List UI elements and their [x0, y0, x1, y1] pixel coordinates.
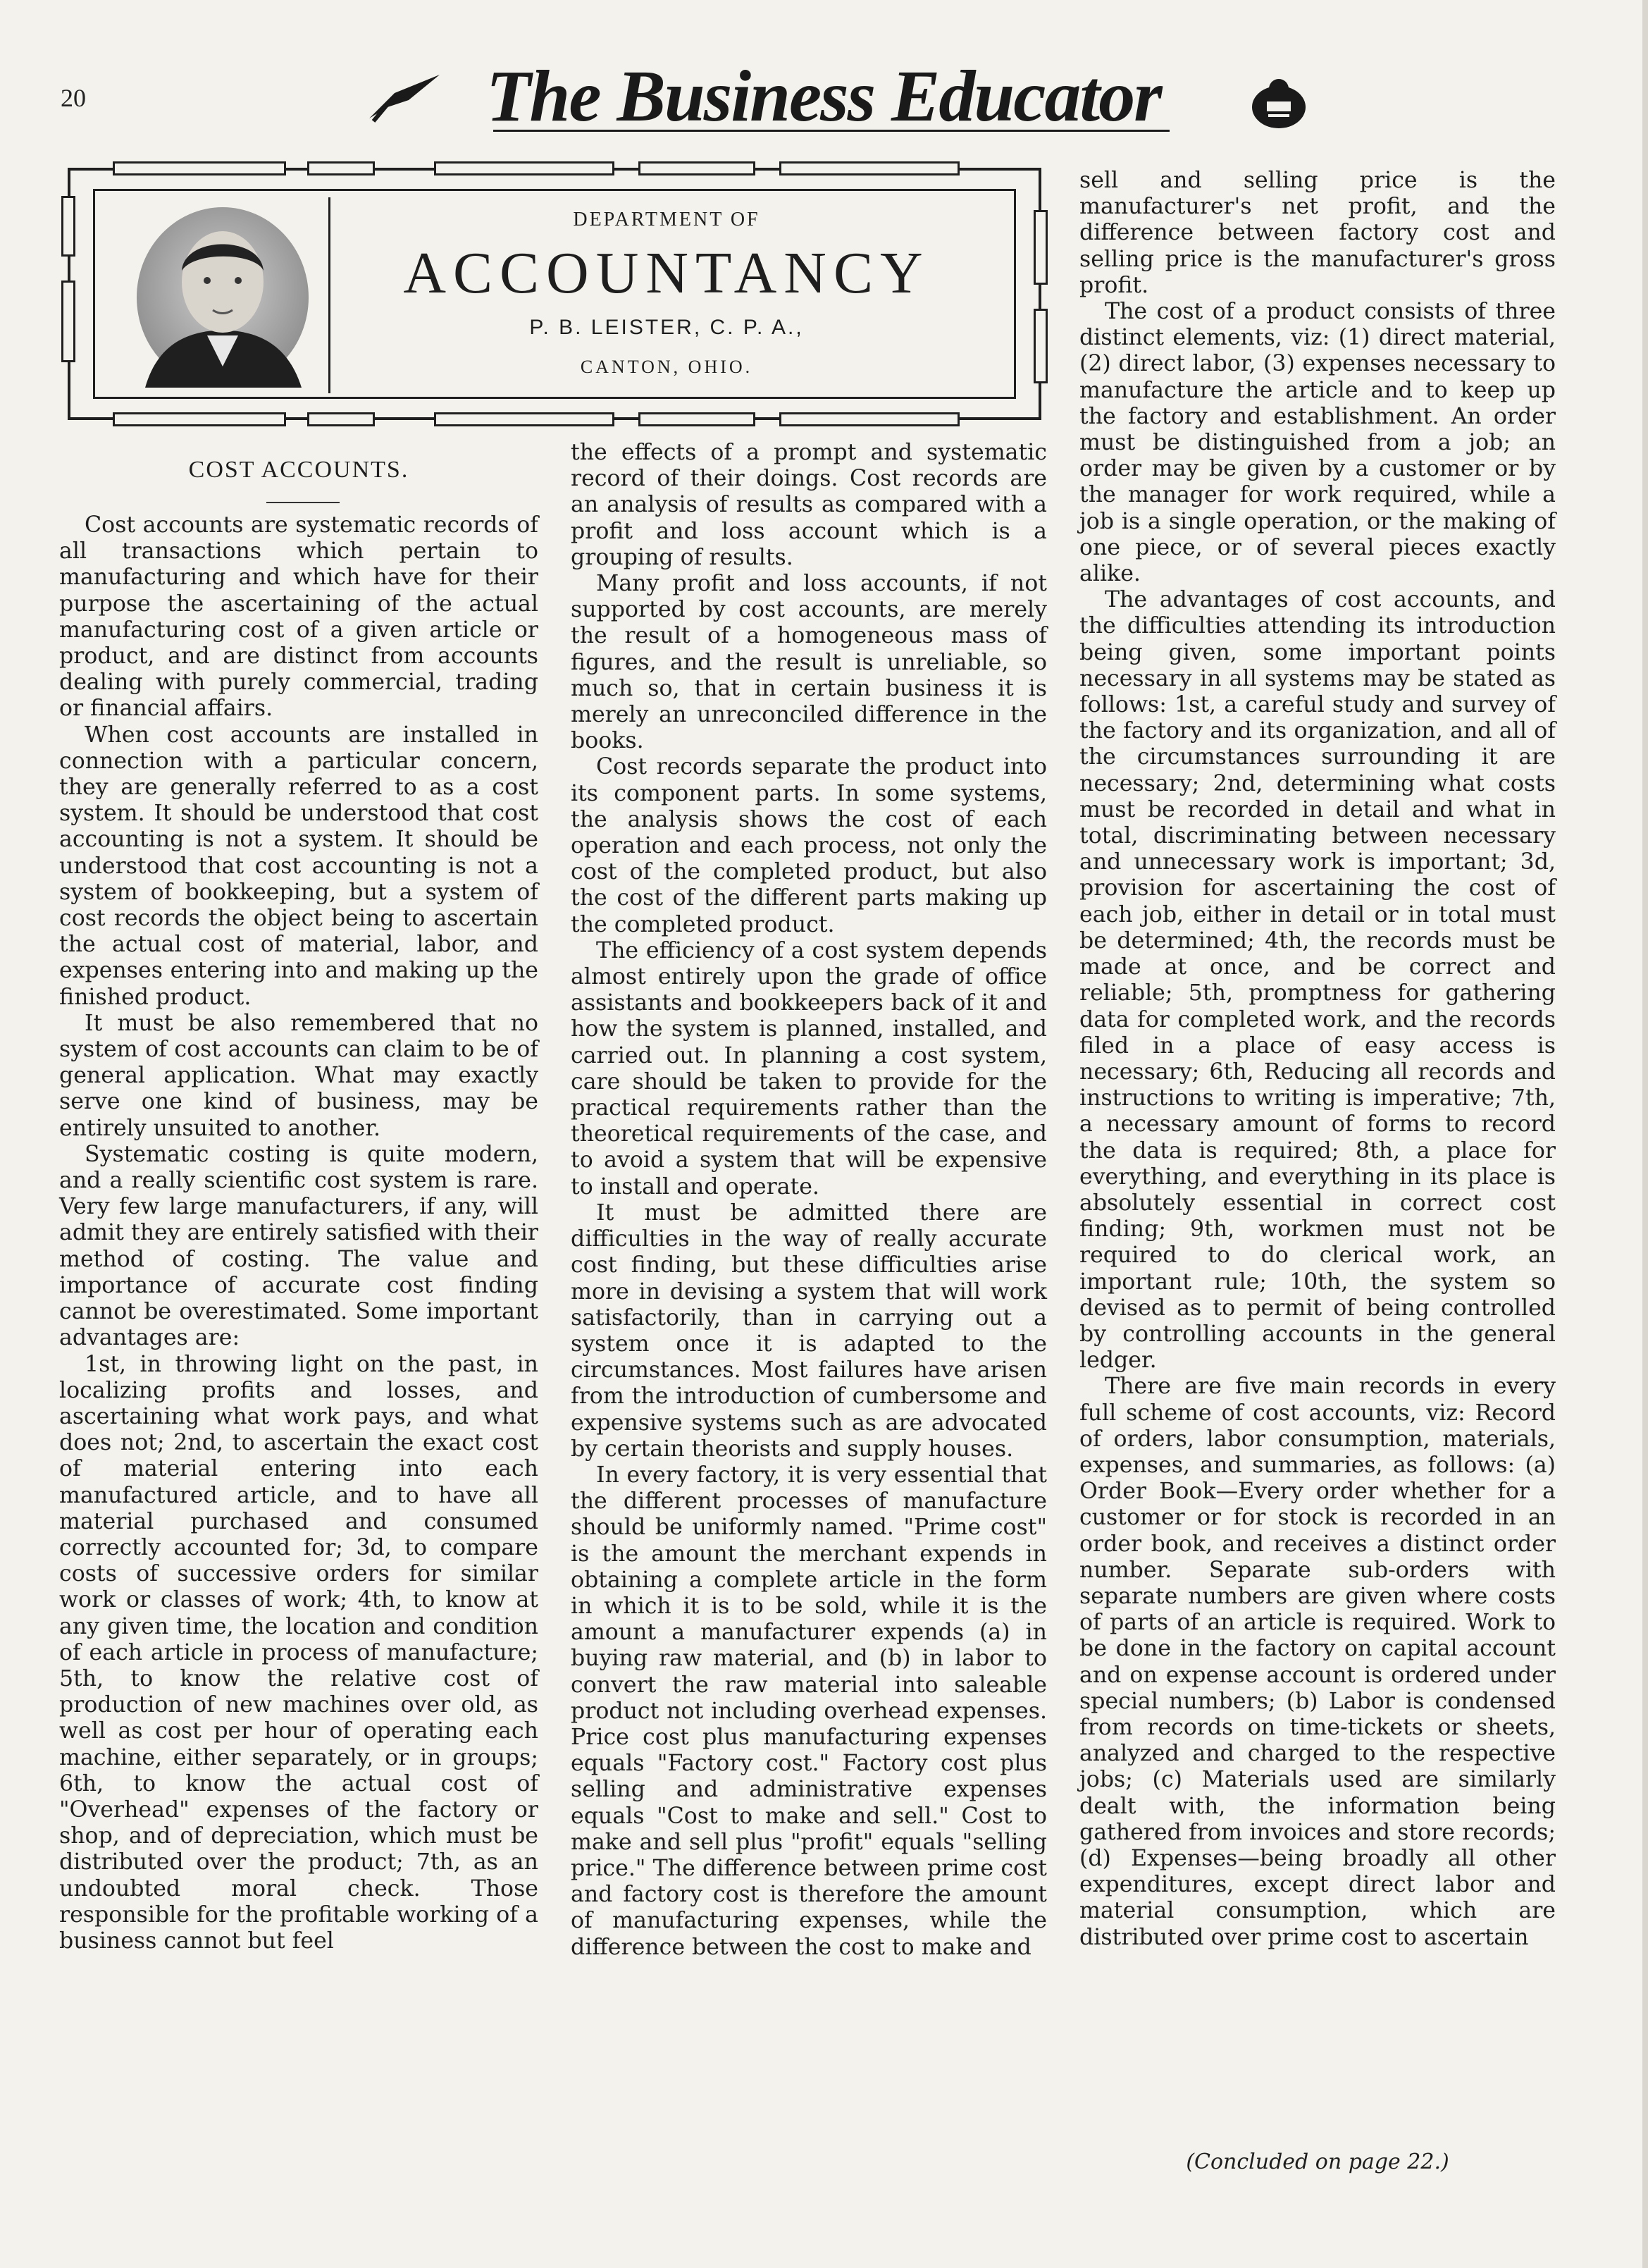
paragraph: Many profit and loss accounts, if not supported by cost accounts, are merely the result of a homogeneous mass of figures, and the result is unreliable, so much so, that in certain business it is merely an unreconciled difference in the books. — [571, 571, 1047, 754]
seal-icon — [1247, 76, 1311, 131]
department-title: ACCOUNTANCY — [403, 240, 930, 306]
masthead-underline — [493, 130, 1170, 132]
border-link — [307, 161, 375, 175]
paragraph: When cost accounts are installed in connection with a particular concern, they are generally referred to as a cost system. It should be understood that cost accounting is not a system. It should be understood that cost accounting is not a system of bookkeeping, but a system of cost records the object being to ascertain the actual cost of material, labor, and expenses entering into and making up the finished product. — [59, 722, 538, 1010]
border-link — [779, 412, 960, 426]
paragraph: the effects of a prompt and systematic record of their doings. Cost records are an analysis of results as compared with a profit and loss account which is a grouping of results. — [571, 440, 1047, 570]
paragraph: The efficiency of a cost system depends almost entirely upon the grade of office assistants and bookkeepers back of it and how the system is planned, installed, and carried out. In planning a cost system, care should be taken to provide for the practical requirements rather than the theoretical requirements of the case, and to avoid a system that will be expensive to install and operate. — [571, 937, 1047, 1200]
border-link — [779, 161, 960, 175]
border-link — [638, 412, 755, 426]
paragraph: sell and selling price is the manufacturer's net profit, and the difference between factory cost and selling price is the manufacturer's gross profit. — [1079, 168, 1556, 298]
paragraph: 1st, in throwing light on the past, in localizing profits and losses, and ascertaining what work pays, and what does not; 2nd, to ascertain the exact cost of material entering into each manufactured article, and to have all material purchased and consumed correctly accounted for; 3d, to compare costs of successive orders for similar work or classes of work; 4th, to know at any given time, the location and condition of each article in process of manufacture; 5th, to know the relative cost of production of new machines over old, as well as cost per hour of operating each machine, either separately, or in groups; 6th, to know the actual cost of "Overhead" expenses of the factory or shop, and of depreciation, which must be distributed over the product; 7th, as an undoubted moral check. Those responsible for the profitable working of a business cannot but feel — [59, 1351, 538, 1954]
text-column-2 — [571, 440, 1047, 1961]
border-link — [113, 161, 286, 175]
masthead-title: The Business Educator — [486, 56, 1161, 137]
quill-icon — [366, 72, 444, 123]
page-number: 20 — [61, 84, 86, 112]
paragraph: Cost accounts are systematic records of all transactions which pertain to manufacturing and which have for their purpose the ascertaining of the actual manufacturing cost of a given article or product, and are distinct from accounts dealing with purely commercial, trading or financial affairs. — [59, 512, 538, 722]
text-column-1 — [59, 512, 538, 1954]
department-location: CANTON, OHIO. — [580, 357, 753, 377]
page-edge — [1642, 0, 1648, 2268]
department-author: P. B. LEISTER, C. P. A., — [529, 316, 804, 339]
border-link — [1034, 210, 1048, 285]
continued-note: (Concluded on page 22.) — [1186, 2150, 1449, 2174]
border-link — [638, 161, 755, 175]
paragraph: In every factory, it is very essential that the different processes of manufacture should be uniformly named. "Prime cost" is the amount the merchant expends in obtaining a complete article in the form in which it is to be sold, while it is the amount a manufacturer expends (a) in buying raw material, and (b) in labor to convert the raw material into saleable product not including overhead expenses. Price cost plus manufacturing expenses equals "Factory cost." Factory cost plus selling and administrative expenses equals "Cost to make and sell." Cost to make and sell plus "profit" equals "selling price." The difference between prime cost and factory cost is therefore the amount of manufacturing expenses, while the difference between the cost to make and — [571, 1462, 1047, 1960]
article-title: COST ACCOUNTS. — [188, 457, 409, 483]
text-column-3 — [1079, 168, 1556, 1951]
department-header-box — [68, 168, 1041, 420]
border-link — [113, 412, 286, 426]
department-label: DEPARTMENT OF — [573, 209, 760, 230]
border-link — [61, 281, 75, 362]
paragraph: It must be also remembered that no system of cost accounts can claim to be of general application. What may exactly serve one kind of business, may be entirely unsuited to another. — [59, 1010, 538, 1141]
border-link — [1034, 309, 1048, 383]
border-link — [434, 161, 614, 175]
border-link — [61, 196, 75, 257]
title-rule — [266, 502, 340, 503]
paragraph: The cost of a product consists of three distinct elements, viz: (1) direct material, (2) direct labor, (3) expenses necessary to manufacture the article and to keep up the factory and establishment. An order must be distinguished from a job; an order may be given by a customer or by the manager for work required, while a job is a single operation, or the making of one piece, or of several pieces exactly alike. — [1079, 299, 1556, 587]
paragraph: There are five main records in every full scheme of cost accounts, viz: Record of orders, labor consumption, materials, expenses, and summaries, as follows: (a) Order Book—Every order whether for a customer or for stock is recorded in an order book, and receives a distinct order number. Separate sub-orders with separate numbers are given where costs of parts of an article is required. Work to be done in the factory on capital account and on expense account is ordered under special numbers; (b) Labor is condensed from records on time-tickets or sheets, analyzed and charged to the respective jobs; (c) Materials used are similarly dealt with, the information being gathered from invoices and store records; (d) Expenses—being broadly all other expenditures, except direct labor and material consumption, which are distributed over prime cost to ascertain — [1079, 1374, 1556, 1950]
paragraph: It must be admitted there are difficulties in the way of really accurate cost finding, but these difficulties arise more in devising a system that will work satisfactorily, than in carrying out a system once it is adapted to the circumstances. Most failures have arisen from the introduction of cumbersome and expensive systems such as are advocated by certain theorists and supply houses. — [571, 1200, 1047, 1462]
border-link — [307, 412, 375, 426]
paragraph: Systematic costing is quite modern, and a really scientific cost system is rare. Very few large manufacturers, if any, will admit they are entirely satisfied with their method of costing. The value and importance of accurate cost finding cannot be overestimated. Some important advantages are: — [59, 1141, 538, 1351]
paragraph: Cost records separate the product into its component parts. In some systems, the analysis shows the cost of each operation and each process, not only the cost of the completed product, but also the cost of the different parts making up the completed product. — [571, 754, 1047, 937]
portrait-photo — [117, 197, 330, 393]
border-link — [434, 412, 614, 426]
paragraph: The advantages of cost accounts, and the difficulties attending its introduction being given, some important points necessary in all systems may be stated as follows: 1st, a careful study and survey of the factory and its organization, and all of the circumstances surrounding it are necessary; 2nd, determining what costs must be recorded in detail and what in total, discriminating between necessary and unnecessary work is important; 3d, provision for ascertaining the cost of each job, either in detail or in total must be determined; 4th, the records must be made at once, and be correct and reliable; 5th, promptness for gathering data for completed work, and the records filed in a place of easy access is necessary; 6th, Reducing all records and instructions to writing is imperative; 7th, a necessary amount of forms to record the data is required; 8th, a place for everything, and everything in its place is absolutely essential in correct cost finding; 9th, workmen must not be required to do clerical work, an important rule; 10th, the system so devised as to permit of being controlled by controlling accounts in the general ledger. — [1079, 587, 1556, 1374]
